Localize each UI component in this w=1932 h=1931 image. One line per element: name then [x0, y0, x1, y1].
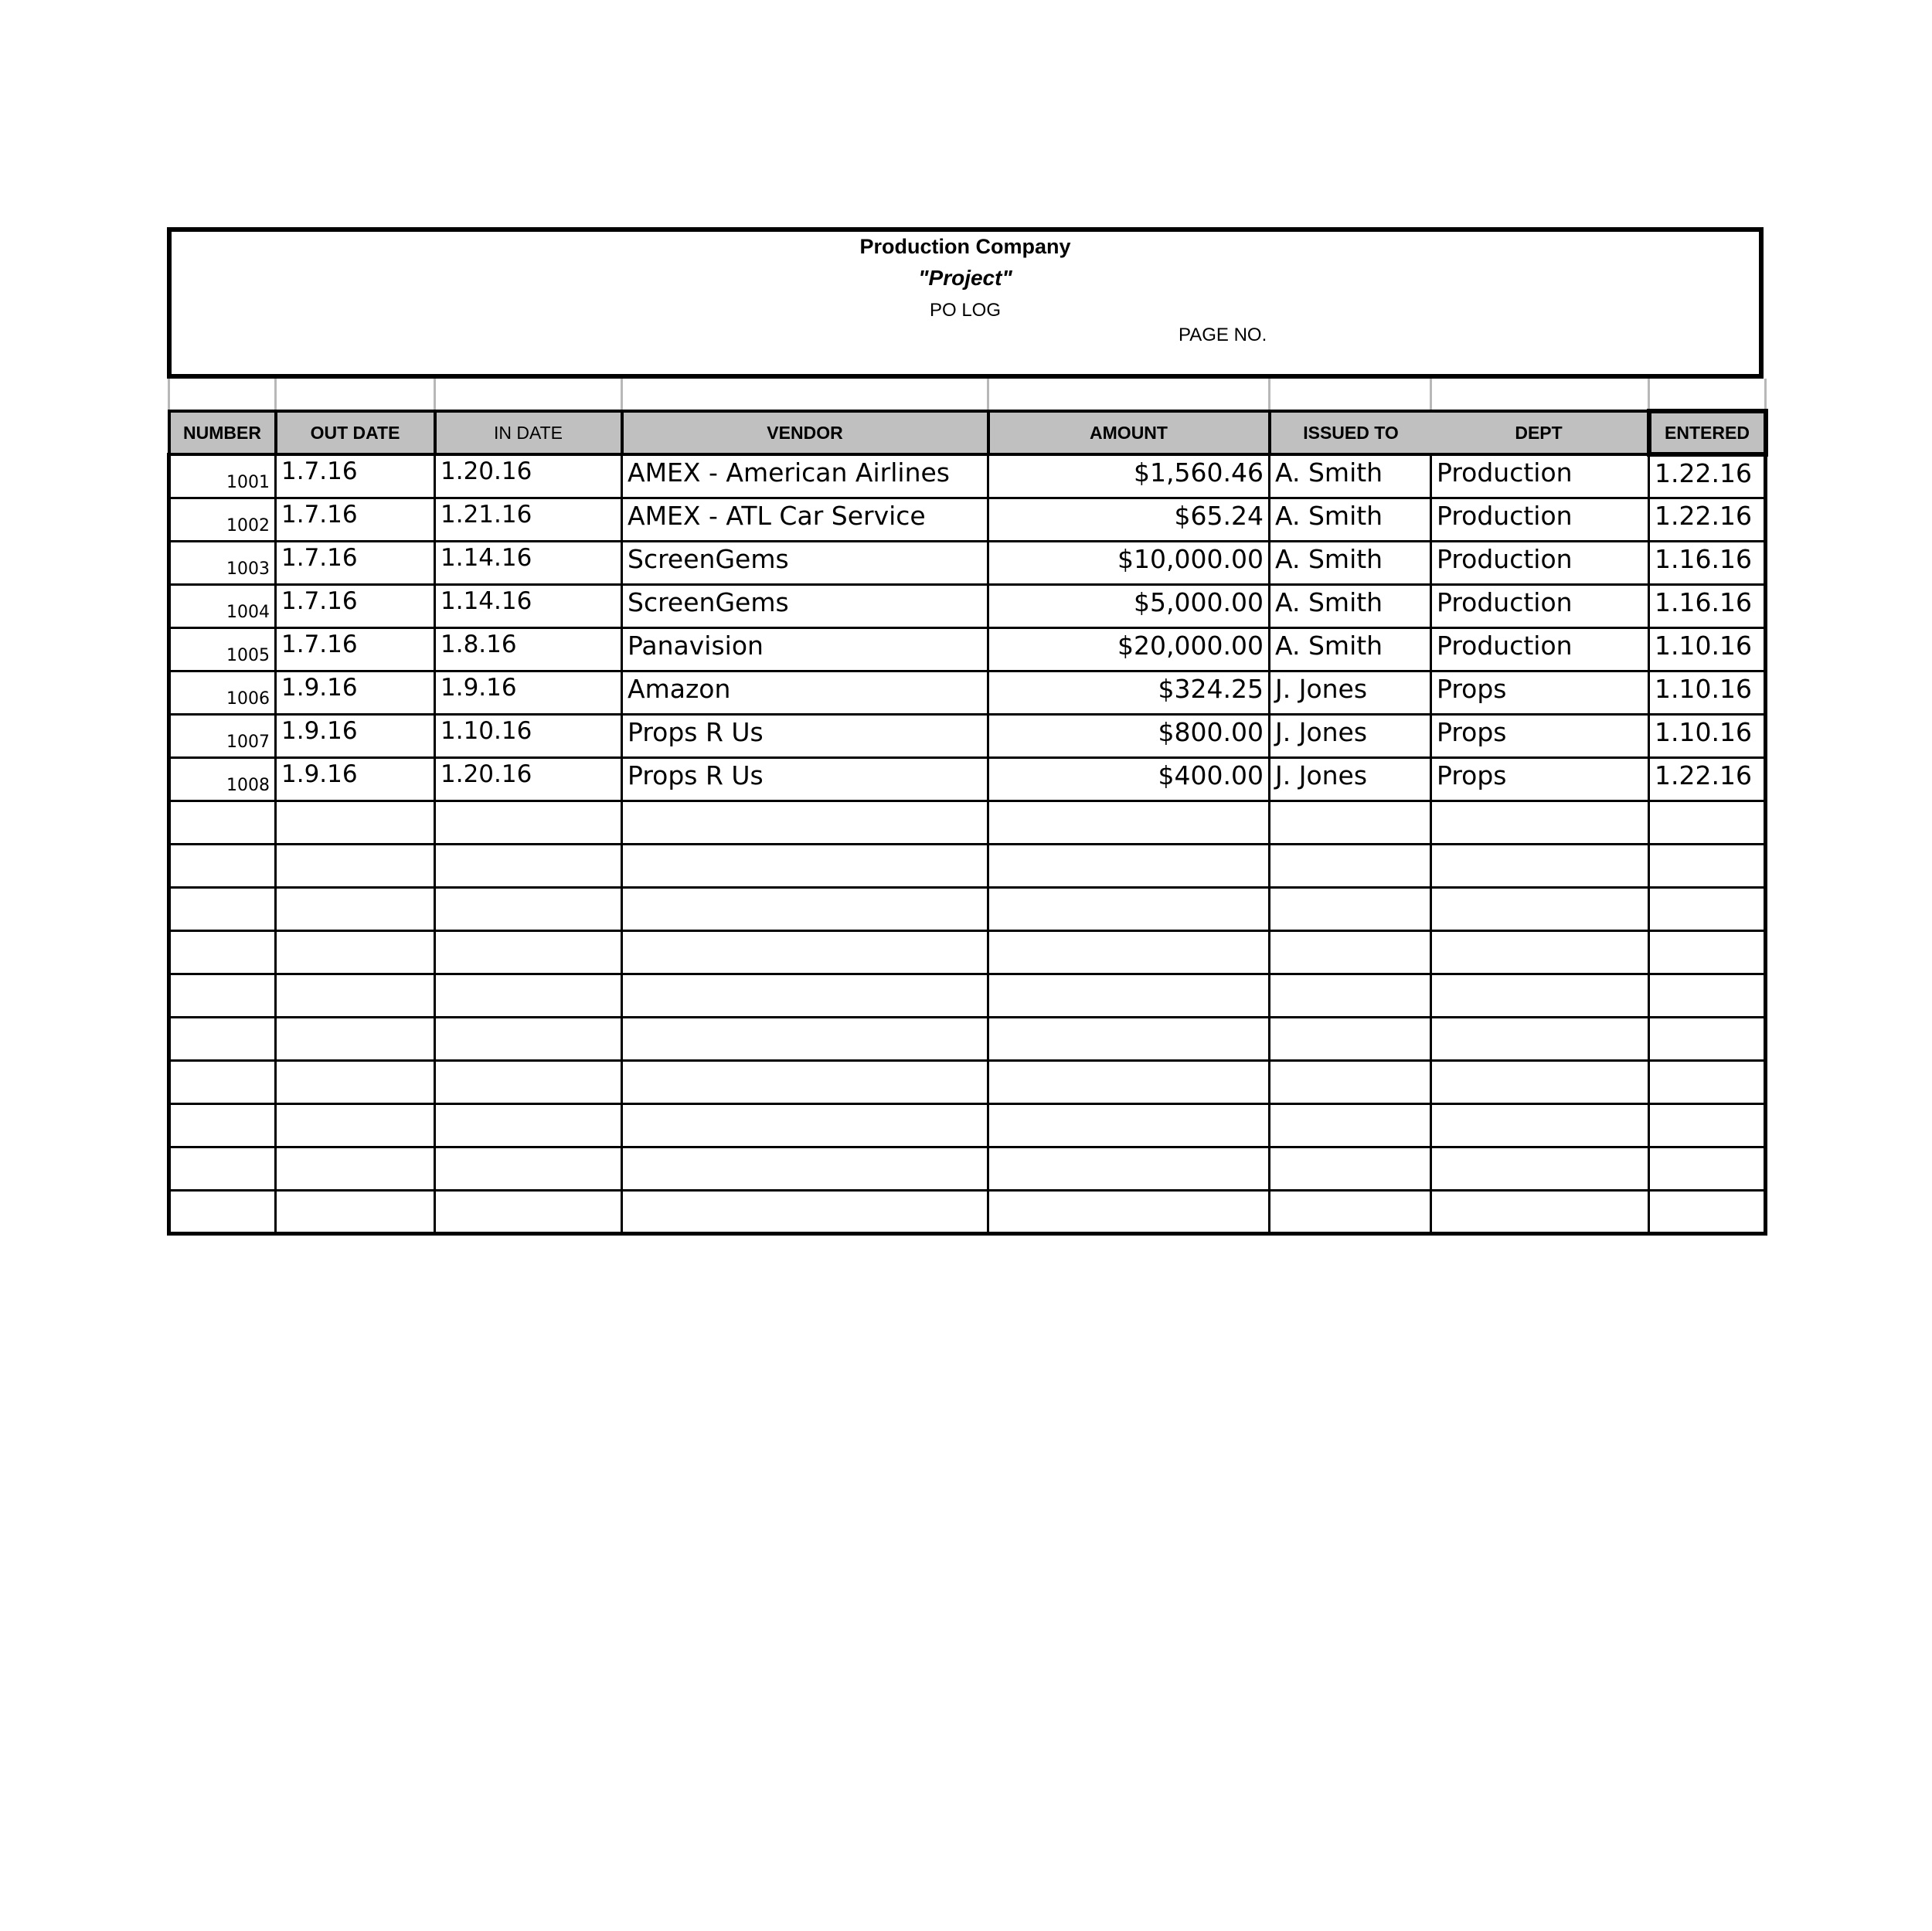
cell-number: 1008	[169, 757, 276, 801]
header-box	[167, 227, 1764, 379]
cell-entered: 1.22.16	[1649, 757, 1766, 801]
cell-amount	[988, 1103, 1270, 1147]
cell-out-date	[276, 1190, 435, 1233]
cell-out-date	[276, 1103, 435, 1147]
spacer-cell	[435, 379, 622, 411]
cell-issued-to	[1270, 1017, 1431, 1060]
company-name: Production Company	[859, 235, 1071, 258]
table-row	[169, 671, 1766, 714]
po-log-table	[167, 379, 1768, 1236]
cell-amount: $1,560.46	[988, 454, 1270, 498]
cell-vendor: Props R Us	[622, 714, 988, 757]
cell-dept	[1431, 1060, 1649, 1103]
table-row	[169, 627, 1766, 671]
table-row	[169, 887, 1766, 930]
table-row	[169, 1147, 1766, 1190]
spacer-cell	[622, 379, 988, 411]
cell-vendor	[622, 801, 988, 844]
cell-out-date	[276, 974, 435, 1017]
spacer-cell	[988, 379, 1270, 411]
cell-in-date: 1.9.16	[435, 671, 622, 714]
cell-in-date: 1.8.16	[435, 627, 622, 671]
cell-entered: 1.10.16	[1649, 627, 1766, 671]
cell-out-date: 1.9.16	[276, 714, 435, 757]
cell-number: 1003	[169, 541, 276, 584]
table-row	[169, 757, 1766, 801]
cell-vendor	[622, 1147, 988, 1190]
cell-dept: Production	[1431, 541, 1649, 584]
cell-number	[169, 1103, 276, 1147]
column-header-out-date: OUT DATE	[276, 411, 435, 454]
cell-out-date: 1.7.16	[276, 584, 435, 627]
cell-dept	[1431, 1147, 1649, 1190]
project-name: "Project"	[918, 266, 1012, 290]
cell-entered: 1.16.16	[1649, 541, 1766, 584]
cell-vendor	[622, 974, 988, 1017]
po-log-sheet	[167, 227, 1764, 1236]
column-header-amount: AMOUNT	[988, 411, 1270, 454]
cell-issued-to: J. Jones	[1270, 757, 1431, 801]
cell-out-date: 1.9.16	[276, 757, 435, 801]
cell-number	[169, 1190, 276, 1233]
column-header-dept: DEPT	[1431, 411, 1649, 454]
table-row	[169, 974, 1766, 1017]
cell-in-date: 1.20.16	[435, 757, 622, 801]
cell-amount	[988, 844, 1270, 887]
cell-entered: 1.22.16	[1649, 454, 1766, 498]
cell-number	[169, 930, 276, 974]
cell-dept	[1431, 801, 1649, 844]
cell-amount: $20,000.00	[988, 627, 1270, 671]
cell-entered	[1649, 1060, 1766, 1103]
cell-out-date: 1.7.16	[276, 627, 435, 671]
cell-in-date	[435, 1147, 622, 1190]
cell-issued-to: A. Smith	[1270, 454, 1431, 498]
cell-in-date	[435, 930, 622, 974]
cell-number: 1005	[169, 627, 276, 671]
cell-dept: Props	[1431, 671, 1649, 714]
cell-dept	[1431, 844, 1649, 887]
cell-issued-to	[1270, 1147, 1431, 1190]
page-number-label: PAGE NO.	[1179, 325, 1267, 345]
cell-dept	[1431, 1017, 1649, 1060]
cell-out-date	[276, 1060, 435, 1103]
cell-entered: 1.22.16	[1649, 498, 1766, 541]
cell-amount: $324.25	[988, 671, 1270, 714]
spacer-cell	[1270, 379, 1431, 411]
table-row	[169, 844, 1766, 887]
cell-in-date	[435, 974, 622, 1017]
cell-vendor: Amazon	[622, 671, 988, 714]
cell-vendor	[622, 930, 988, 974]
cell-issued-to: J. Jones	[1270, 714, 1431, 757]
cell-in-date	[435, 887, 622, 930]
cell-entered: 1.16.16	[1649, 584, 1766, 627]
column-header-in-date: IN DATE	[435, 411, 622, 454]
cell-out-date	[276, 1017, 435, 1060]
cell-number	[169, 801, 276, 844]
cell-vendor	[622, 887, 988, 930]
cell-out-date: 1.7.16	[276, 454, 435, 498]
cell-amount	[988, 1060, 1270, 1103]
table-row	[169, 498, 1766, 541]
table-row	[169, 541, 1766, 584]
cell-dept: Props	[1431, 714, 1649, 757]
cell-out-date	[276, 1147, 435, 1190]
cell-entered	[1649, 801, 1766, 844]
cell-vendor	[622, 1060, 988, 1103]
cell-out-date	[276, 844, 435, 887]
cell-out-date	[276, 930, 435, 974]
cell-issued-to	[1270, 930, 1431, 974]
cell-entered	[1649, 1190, 1766, 1233]
cell-amount	[988, 801, 1270, 844]
cell-number: 1002	[169, 498, 276, 541]
cell-entered	[1649, 1103, 1766, 1147]
cell-in-date: 1.14.16	[435, 541, 622, 584]
table-row	[169, 1103, 1766, 1147]
cell-out-date	[276, 801, 435, 844]
spacer-cell	[1649, 379, 1766, 411]
cell-number: 1006	[169, 671, 276, 714]
cell-number	[169, 887, 276, 930]
cell-vendor: AMEX - ATL Car Service	[622, 498, 988, 541]
table-row	[169, 1017, 1766, 1060]
cell-entered	[1649, 844, 1766, 887]
column-header-vendor: VENDOR	[622, 411, 988, 454]
cell-number	[169, 844, 276, 887]
cell-vendor: ScreenGems	[622, 584, 988, 627]
cell-in-date	[435, 1103, 622, 1147]
cell-entered	[1649, 974, 1766, 1017]
cell-amount	[988, 930, 1270, 974]
cell-entered	[1649, 1147, 1766, 1190]
cell-dept: Props	[1431, 757, 1649, 801]
cell-amount: $800.00	[988, 714, 1270, 757]
cell-vendor	[622, 844, 988, 887]
cell-issued-to: A. Smith	[1270, 627, 1431, 671]
cell-issued-to	[1270, 844, 1431, 887]
table-row	[169, 454, 1766, 498]
cell-number: 1007	[169, 714, 276, 757]
cell-amount	[988, 1190, 1270, 1233]
cell-in-date: 1.20.16	[435, 454, 622, 498]
spacer-row	[169, 379, 1766, 411]
cell-dept: Production	[1431, 498, 1649, 541]
cell-number: 1001	[169, 454, 276, 498]
cell-amount: $400.00	[988, 757, 1270, 801]
cell-amount	[988, 1147, 1270, 1190]
cell-vendor: Props R Us	[622, 757, 988, 801]
cell-in-date: 1.21.16	[435, 498, 622, 541]
column-header-number: NUMBER	[169, 411, 276, 454]
cell-number	[169, 974, 276, 1017]
cell-number: 1004	[169, 584, 276, 627]
spacer-cell	[1431, 379, 1649, 411]
cell-issued-to	[1270, 1060, 1431, 1103]
cell-amount: $10,000.00	[988, 541, 1270, 584]
cell-vendor	[622, 1103, 988, 1147]
spacer-cell	[169, 379, 276, 411]
column-header-issued-to: ISSUED TO	[1270, 411, 1431, 454]
cell-dept	[1431, 974, 1649, 1017]
cell-out-date: 1.7.16	[276, 541, 435, 584]
cell-vendor	[622, 1190, 988, 1233]
cell-amount: $5,000.00	[988, 584, 1270, 627]
column-header-row	[169, 411, 1766, 454]
column-header-entered: ENTERED	[1649, 411, 1766, 454]
cell-issued-to	[1270, 887, 1431, 930]
cell-amount: $65.24	[988, 498, 1270, 541]
table-row	[169, 930, 1766, 974]
cell-amount	[988, 1017, 1270, 1060]
cell-issued-to: A. Smith	[1270, 498, 1431, 541]
cell-entered	[1649, 1017, 1766, 1060]
cell-in-date	[435, 1190, 622, 1233]
cell-vendor	[622, 1017, 988, 1060]
cell-dept: Production	[1431, 584, 1649, 627]
cell-in-date: 1.10.16	[435, 714, 622, 757]
cell-in-date	[435, 1017, 622, 1060]
cell-in-date: 1.14.16	[435, 584, 622, 627]
cell-issued-to: A. Smith	[1270, 541, 1431, 584]
table-row	[169, 801, 1766, 844]
spacer-cell	[276, 379, 435, 411]
cell-dept: Production	[1431, 627, 1649, 671]
cell-dept: Production	[1431, 454, 1649, 498]
cell-dept	[1431, 1190, 1649, 1233]
cell-entered: 1.10.16	[1649, 714, 1766, 757]
cell-entered	[1649, 930, 1766, 974]
cell-number	[169, 1147, 276, 1190]
cell-dept	[1431, 930, 1649, 974]
cell-issued-to	[1270, 801, 1431, 844]
cell-entered	[1649, 887, 1766, 930]
cell-vendor: AMEX - American Airlines	[622, 454, 988, 498]
document-title: PO LOG	[929, 300, 1002, 321]
cell-out-date	[276, 887, 435, 930]
cell-dept	[1431, 1103, 1649, 1147]
cell-number	[169, 1060, 276, 1103]
cell-issued-to	[1270, 1190, 1431, 1233]
table-row	[169, 1190, 1766, 1233]
cell-dept	[1431, 887, 1649, 930]
cell-out-date: 1.9.16	[276, 671, 435, 714]
table-row	[169, 714, 1766, 757]
cell-in-date	[435, 1060, 622, 1103]
table-row	[169, 584, 1766, 627]
cell-amount	[988, 974, 1270, 1017]
cell-out-date: 1.7.16	[276, 498, 435, 541]
cell-issued-to	[1270, 1103, 1431, 1147]
table-row	[169, 1060, 1766, 1103]
cell-vendor: Panavision	[622, 627, 988, 671]
cell-vendor: ScreenGems	[622, 541, 988, 584]
cell-in-date	[435, 844, 622, 887]
cell-issued-to	[1270, 974, 1431, 1017]
cell-issued-to: A. Smith	[1270, 584, 1431, 627]
cell-number	[169, 1017, 276, 1060]
cell-issued-to: J. Jones	[1270, 671, 1431, 714]
cell-in-date	[435, 801, 622, 844]
cell-amount	[988, 887, 1270, 930]
cell-entered: 1.10.16	[1649, 671, 1766, 714]
